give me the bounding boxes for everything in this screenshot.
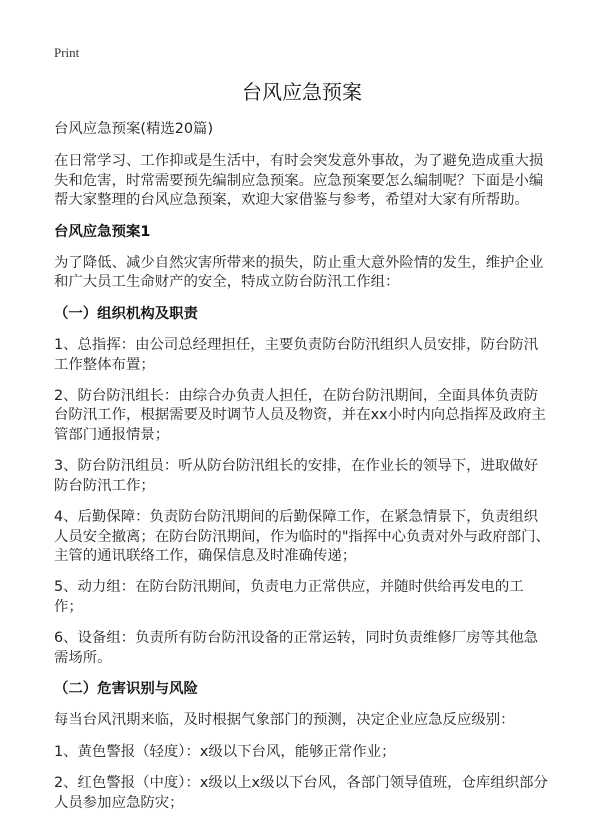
list-item: 2、红色警报（中度）：x级以上x级以下台风，各部门领导值班，仓库组织部分人员参加应急防灾； <box>54 775 548 811</box>
list-item: 6、设备组：负责所有防台防汛设备的正常运转，同时负责维修厂房等其他急需场所。 <box>54 630 539 666</box>
section-heading: 台风应急预案1 <box>54 223 151 240</box>
list-item: 2、防台防汛组长：由综合办负责人担任，在防台防汛期间，全面具体负责防台防汛工作，根据需要及时调节人员及物资，并在xx小时内向总指挥及政府主管部门通报情景； <box>54 388 546 443</box>
section-intro: 为了降低、减少自然灾害所带来的损失，防止重大意外险情的发生，维护企业和广大员工生命财产的安全，特成立防台防汛工作组： <box>54 255 544 291</box>
part2-heading: （二）危害识别与风险 <box>54 680 198 697</box>
print-link[interactable]: Print <box>54 45 80 60</box>
list-item: 1、总指挥：由公司总经理担任，主要负责防台防汛组织人员安排，防台防汛工作整体布置； <box>54 337 539 373</box>
page-title: 台风应急预案 <box>242 80 362 104</box>
part2-intro: 每当台风汛期来临，及时根据气象部门的预测，决定企业应急反应级别： <box>54 712 515 729</box>
list-item: 4、后勤保障：负责防台防汛期间的后勤保障工作，在紧急情景下，负责组织人员安全撤离；在防台防汛期间，作为临时的"指挥中心负责对外与政府部门、主管的通讯联络工作，确保信息及时准确传递； <box>54 509 550 564</box>
list-item: 5、动力组：在防台防汛期间，负责电力正常供应，并随时供给再发电的工作； <box>54 579 524 615</box>
subtitle: 台风应急预案(精选20篇) <box>54 121 214 137</box>
list-item: 3、防台防汛组员：听从防台防汛组长的安排，在作业长的领导下，进取做好防台防汛工作； <box>54 458 539 494</box>
part1-heading: （一）组织机构及职责 <box>54 305 198 322</box>
intro-paragraph: 在日常学习、工作抑或是生活中，有时会突发意外事故，为了避免造成重大损失和危害，时常需要预先编制应急预案。应急预案要怎么编制呢？下面是小编帮大家整理的台风应急预案，欢迎大家借鉴与参考，希望对大家有所帮助。 <box>54 153 544 209</box>
document-body <box>54 78 550 825</box>
list-item: 1、黄色警报（轻度）：x级以下台风，能够正常作业； <box>54 743 396 760</box>
